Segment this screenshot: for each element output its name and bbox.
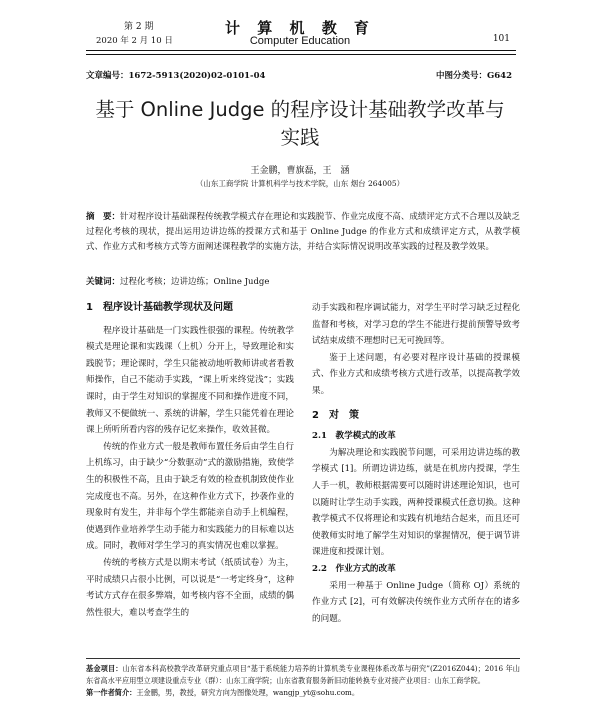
funding-note <box>86 663 520 687</box>
keywords-text: 过程化考核；边讲边练；Online Judge <box>120 277 270 287</box>
paragraph: 动手实践和程序调试能力，对学生平时学习缺乏过程化监督和考核，对学习怠的学生不能进行提前预警导致考试结束成绩不理想时已无可挽回等。 <box>312 303 520 347</box>
keywords <box>86 275 520 287</box>
paper-title <box>60 96 540 152</box>
paragraph: 为解决理论和实践脱节问题，可采用边讲边练的教学模式 [1]。所谓边讲边练，就是在机房内授课，学生人手一机，教师根据需要可以随时讲述理论知识，也可以随时让学生动手实践，两种授课模式任意切换。这种教学模式不仅将理论和实践有机地结合起来，而且还可使教师实时地了解学生对知识的掌握情况，便于调节讲课进度和授课计划。 <box>312 447 520 558</box>
header-rule-thin <box>86 54 516 55</box>
body-column-left <box>86 300 294 621</box>
body-column-right <box>312 300 520 627</box>
paragraph: 传统的考核方式是以期末考试（纸质试卷）为主，平时成绩只占很小比例，可以说是“一考定终身”，这种考试方式存在很多弊端，如考核内容不全面，成绩的偶然性很大，难以考查学生的 <box>86 557 294 618</box>
header-rule-thick <box>86 50 516 51</box>
authors: 王金鹏，曹旗磊，王 涵 <box>250 166 350 176</box>
subsection-heading-2-1: 2.1 教学模式的改革 <box>312 431 396 442</box>
article-number: 文章编号：1672-5913(2020)02-0101-04 <box>86 71 266 81</box>
journal-title-cn: 计 算 机 教 育 <box>225 19 375 37</box>
issue-date: 2020 年 2 月 10 日 <box>96 36 173 46</box>
journal-title-en: Computer Education <box>249 35 351 47</box>
author-bio-text: 王金鹏，男，教授，研究方向为图像处理，wangjp_yt@sohu.com。 <box>136 688 360 697</box>
clc-number: 中图分类号：G642 <box>435 71 512 81</box>
page-number: 101 <box>492 34 510 44</box>
paragraph: 采用一种基于 Online Judge（简称 OJ）系统的作业方式 [2]，可有效解决传统作业方式所存在的诸多的问题。 <box>312 580 520 624</box>
paragraph: 传统的作业方式一般是教师布置任务后由学生自行上机练习，由于缺少“分数驱动”式的激励措施，致使学生的积极性不高，且由于缺乏有效的检查机制致使作业完成度也不高。另外，在这种作业方式下，抄袭作业的现象时有发生，并非每个学生都能亲自动手上机编程，使遇到作业培养学生动手能力和实践能力的目标难以达成。同时，教师对学生学习的真实情况也难以掌握。 <box>86 441 294 552</box>
funding-text: 山东省本科高校教学改革研究重点项目“基于系统能力培养的计算机类专业课程体系改革与研究”(Z2016Z044)；2016 年山东省高水平应用型立项建设重点专业（群）：山东工商学院；山东省教育服务新旧动能转换专业对接产业项目：山东工商学院。 <box>86 664 520 685</box>
footnotes <box>86 663 520 699</box>
title-line-1: 基于 Online Judge 的程序设计基础教学改革与 <box>95 98 505 121</box>
section-heading-1: 1 程序设计基础教学现状及问题 <box>86 302 233 313</box>
subsection-heading-2-2: 2.2 作业方式的改革 <box>312 563 396 574</box>
funding-label: 基金项目： <box>86 664 123 673</box>
abstract-label: 摘 要： <box>86 212 121 222</box>
title-line-2: 实践 <box>280 126 320 149</box>
section-heading-2: 2 对 策 <box>312 409 359 421</box>
issue-number: 第 2 期 <box>124 22 154 32</box>
abstract-text: 针对程序设计基础课程传统教学模式存在理论和实践脱节、作业完成度不高、成绩评定方式不合理以及缺乏过程化考核的现状，提出运用边讲边练的授课方式和基于 Online Judge 的作业方式和成绩评定方式，从教学模式、作业方式和考核方式等方面阐述课程教学的实施方法，并结合实际情况说明改革实践的过程及教学效果。 <box>86 212 520 252</box>
author-bio-note <box>86 687 520 699</box>
paragraph: 程序设计基础是一门实践性很强的课程。传统教学模式是理论课和实践课（上机）分开上，导致理论和实践脱节；理论课时，学生只能被动地听教师讲或者看教师操作，自己不能动手实践，“课上听来终觉浅”；实践课时，由于学生对知识的掌握度不同和操作进度不同，教师又不便做统一、系统的讲解，学生只能凭着在理论课上所听所看内容的残存记忆来操作，收效甚微。 <box>86 325 294 436</box>
footnote-rule <box>86 658 520 659</box>
affiliation: （山东工商学院 计算机科学与技术学院，山东 烟台 264005） <box>195 179 405 188</box>
paragraph: 鉴于上述问题，有必要对程序设计基础的授课模式、作业方式和成绩考核方式进行改革，以提高教学效果。 <box>312 352 520 396</box>
author-bio-label: 第一作者简介： <box>86 688 137 697</box>
abstract <box>86 210 520 255</box>
keywords-label: 关键词： <box>86 277 121 287</box>
